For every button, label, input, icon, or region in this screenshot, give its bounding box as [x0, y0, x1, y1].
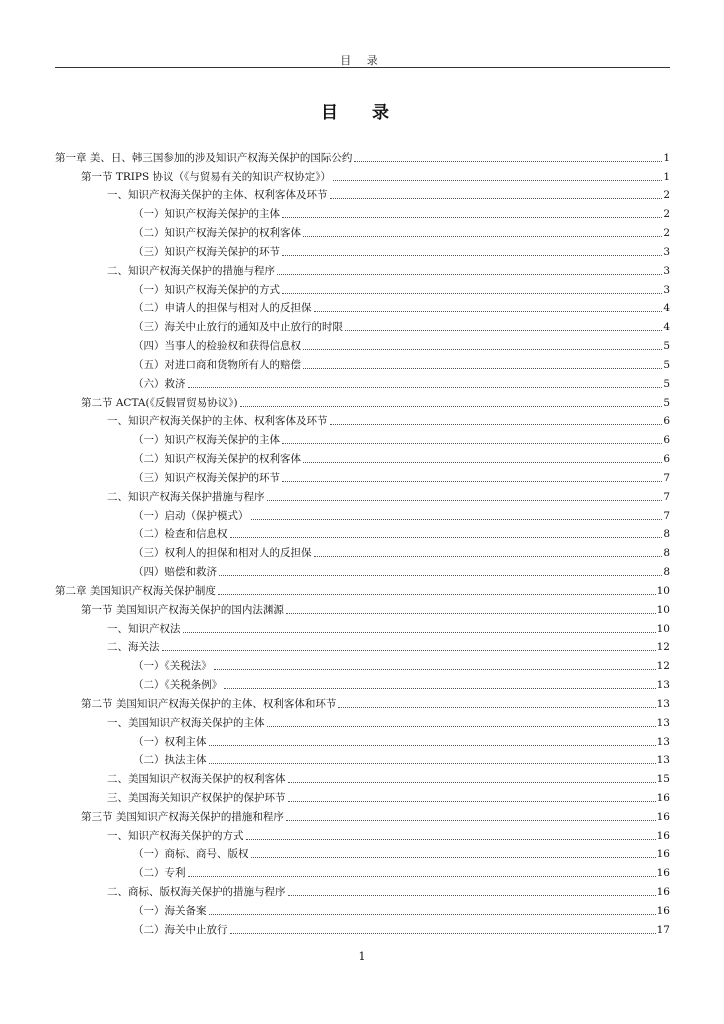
- toc-entry-page: 2: [663, 208, 670, 221]
- dot-leader: [330, 424, 663, 425]
- toc-entry-label: （三）知识产权海关保护的环节: [133, 245, 280, 258]
- toc-entry-page: 16: [656, 829, 670, 842]
- toc-entry-page: 16: [656, 904, 670, 917]
- dot-leader: [282, 217, 662, 218]
- toc-entry-label: （二）申请人的担保与相对人的反担保: [133, 302, 312, 315]
- toc-entry[interactable]: [55, 504, 670, 523]
- toc-entry-page: 10: [656, 603, 670, 616]
- toc-entry[interactable]: [55, 636, 670, 655]
- dot-leader: [288, 782, 656, 783]
- dot-leader: [162, 650, 656, 651]
- toc-entry-label: 第二章 美国知识产权海关保护制度: [55, 584, 216, 597]
- toc-entry-label: （二）检查和信息权: [133, 528, 228, 541]
- toc-entry-label: （一）知识产权海关保护的方式: [133, 283, 280, 296]
- toc-entry-page: 4: [663, 321, 670, 334]
- toc-entry-page: 16: [656, 848, 670, 861]
- toc-entry[interactable]: [55, 184, 670, 203]
- dot-leader: [303, 349, 662, 350]
- toc-entry-page: 12: [656, 660, 670, 673]
- toc-entry-page: 6: [663, 453, 670, 466]
- toc-entry-page: 3: [663, 283, 670, 296]
- toc-entry-page: 5: [663, 396, 670, 409]
- toc-entry-page: 12: [656, 641, 670, 654]
- toc-entry-label: （一）海关备案: [133, 904, 207, 917]
- toc-entry-page: 5: [663, 377, 670, 390]
- toc-entry[interactable]: [55, 146, 670, 165]
- dot-leader: [209, 745, 656, 746]
- toc-entry-label: 第一节 TRIPS 协议（《与贸易有关的知识产权协定》）: [81, 170, 331, 183]
- toc-entry-page: 5: [663, 340, 670, 353]
- toc-entry-page: 10: [656, 584, 670, 597]
- dot-leader: [303, 368, 662, 369]
- toc-entry-page: 7: [663, 509, 670, 522]
- dot-leader: [230, 933, 656, 934]
- toc-entry-page: 1: [663, 170, 670, 183]
- toc-entry[interactable]: [55, 880, 670, 899]
- toc-entry-page: 10: [656, 622, 670, 635]
- toc-title: 目 录: [321, 103, 403, 123]
- toc-entry[interactable]: [55, 485, 670, 504]
- toc-entry-label: 二、知识产权海关保护的措施与程序: [107, 264, 275, 277]
- toc-entry[interactable]: [55, 541, 670, 560]
- toc-entry-label: （二）执法主体: [133, 754, 207, 767]
- toc-entry[interactable]: [55, 918, 670, 937]
- toc-entry-page: 7: [663, 471, 670, 484]
- toc-entry-label: 三、美国海关知识产权保护的保护环节: [107, 791, 286, 804]
- toc-entry-label: 二、商标、版权海关保护的措施与程序: [107, 886, 286, 899]
- dot-leader: [282, 255, 662, 256]
- dot-leader: [230, 537, 663, 538]
- toc-entry-label: 第二节 ACTA(《反假冒贸易协议》): [81, 396, 238, 409]
- toc-entry[interactable]: [55, 353, 670, 372]
- toc-entry[interactable]: [55, 711, 670, 730]
- toc-entry-label: 二、海关法: [107, 641, 160, 654]
- toc-entry[interactable]: [55, 673, 670, 692]
- toc-entry[interactable]: [55, 899, 670, 918]
- toc-entry-label: （一）《关税法》: [133, 660, 212, 673]
- toc-entry-page: 16: [656, 867, 670, 880]
- toc-entry-label: （四）赔偿和救济: [133, 566, 217, 579]
- dot-leader: [224, 688, 655, 689]
- toc-entry-label: 第三节 美国知识产权海关保护的措施和程序: [81, 810, 284, 823]
- dot-leader: [330, 198, 663, 199]
- toc-entry[interactable]: [55, 692, 670, 711]
- toc-entry-page: 3: [663, 264, 670, 277]
- dot-leader: [354, 161, 662, 162]
- dot-leader: [338, 707, 655, 708]
- dot-leader: [209, 914, 656, 915]
- dot-leader: [251, 519, 663, 520]
- toc-entry-page: 2: [663, 189, 670, 202]
- toc-entry[interactable]: [55, 805, 670, 824]
- dot-leader: [218, 594, 656, 595]
- toc-entry[interactable]: [55, 654, 670, 673]
- dot-leader: [219, 575, 662, 576]
- toc-entry[interactable]: [55, 843, 670, 862]
- toc-entry[interactable]: [55, 372, 670, 391]
- toc-entry-page: 16: [656, 886, 670, 899]
- toc-entry[interactable]: [55, 334, 670, 353]
- dot-leader: [345, 330, 662, 331]
- toc-entry-page: 13: [656, 735, 670, 748]
- toc-entry-page: 13: [656, 697, 670, 710]
- dot-leader: [267, 726, 656, 727]
- toc-entry-page: 7: [663, 490, 670, 503]
- dot-leader: [214, 669, 656, 670]
- toc-entry[interactable]: [55, 523, 670, 542]
- dot-leader: [277, 274, 662, 275]
- toc-entry-label: （二）知识产权海关保护的权利客体: [133, 227, 301, 240]
- dot-leader: [240, 406, 663, 407]
- toc-entry-label: （一）权利主体: [133, 735, 207, 748]
- toc-entry-page: 16: [656, 791, 670, 804]
- toc-entry-label: （一）商标、商号、版权: [133, 848, 249, 861]
- toc-entry-page: 6: [663, 434, 670, 447]
- toc-entry-page: 3: [663, 245, 670, 258]
- toc-entry-page: 2: [663, 227, 670, 240]
- toc-entry-label: （六）救济: [133, 377, 186, 390]
- toc-entry-page: 6: [663, 415, 670, 428]
- toc-entry[interactable]: [55, 466, 670, 485]
- toc-entry[interactable]: [55, 617, 670, 636]
- dot-leader: [303, 236, 662, 237]
- toc-entry-page: 1: [663, 151, 670, 164]
- toc-entry-label: 二、知识产权海关保护措施与程序: [107, 490, 265, 503]
- dot-leader: [282, 481, 662, 482]
- toc-entry-page: 13: [656, 716, 670, 729]
- toc-entry[interactable]: [55, 730, 670, 749]
- toc-entry[interactable]: [55, 410, 670, 429]
- toc-entry-label: （五）对进口商和货物所有人的赔偿: [133, 358, 301, 371]
- dot-leader: [314, 311, 663, 312]
- toc-entry-page: 8: [663, 547, 670, 560]
- dot-leader: [246, 839, 656, 840]
- toc-entry[interactable]: [55, 297, 670, 316]
- header-rule: [55, 67, 670, 68]
- dot-leader: [267, 500, 663, 501]
- toc-entry-label: 一、知识产权海关保护的主体、权利客体及环节: [107, 189, 328, 202]
- toc-entry-page: 8: [663, 566, 670, 579]
- dot-leader: [314, 556, 663, 557]
- toc-entry-label: （一）知识产权海关保护的主体: [133, 208, 280, 221]
- toc-entry-label: 一、知识产权海关保护的方式: [107, 829, 244, 842]
- toc-entry[interactable]: [55, 202, 670, 221]
- dot-leader: [288, 895, 656, 896]
- toc-entry-page: 5: [663, 358, 670, 371]
- toc-entry[interactable]: [55, 221, 670, 240]
- toc-entry[interactable]: [55, 560, 670, 579]
- toc-entry-label: 第一章 美、日、韩三国参加的涉及知识产权海关保护的国际公约: [55, 151, 353, 164]
- table-of-contents: [55, 146, 670, 937]
- dot-leader: [288, 801, 656, 802]
- dot-leader: [209, 763, 656, 764]
- toc-entry-label: 二、美国知识产权海关保护的权利客体: [107, 773, 286, 786]
- toc-entry-label: （一）启动（保护模式）: [133, 509, 249, 522]
- toc-entry[interactable]: [55, 315, 670, 334]
- toc-entry[interactable]: [55, 165, 670, 184]
- toc-entry-label: （四）当事人的检验权和获得信息权: [133, 340, 301, 353]
- running-header: 目 录: [340, 54, 384, 67]
- toc-entry-page: 17: [656, 923, 670, 936]
- dot-leader: [251, 857, 656, 858]
- toc-entry-label: （三）海关中止放行的通知及中止放行的时限: [133, 321, 343, 334]
- toc-entry-page: 4: [663, 302, 670, 315]
- dot-leader: [333, 180, 662, 181]
- toc-entry-label: （二）《关税条例》: [133, 679, 223, 692]
- dot-leader: [282, 293, 662, 294]
- toc-entry-label: 一、知识产权法: [107, 622, 181, 635]
- dot-leader: [188, 876, 656, 877]
- toc-entry-label: （二）海关中止放行: [133, 923, 228, 936]
- toc-entry-label: 一、知识产权海关保护的主体、权利客体及环节: [107, 415, 328, 428]
- toc-entry[interactable]: [55, 447, 670, 466]
- toc-entry-page: 16: [656, 810, 670, 823]
- toc-entry-label: （二）知识产权海关保护的权利客体: [133, 453, 301, 466]
- dot-leader: [286, 820, 656, 821]
- toc-entry[interactable]: [55, 428, 670, 447]
- toc-entry-label: （二）专利: [133, 867, 186, 880]
- dot-leader: [282, 443, 662, 444]
- toc-entry[interactable]: [55, 749, 670, 768]
- toc-entry[interactable]: [55, 786, 670, 805]
- toc-entry[interactable]: [55, 278, 670, 297]
- toc-entry-label: 一、美国知识产权海关保护的主体: [107, 716, 265, 729]
- dot-leader: [303, 462, 662, 463]
- dot-leader: [188, 387, 663, 388]
- toc-entry[interactable]: [55, 598, 670, 617]
- dot-leader: [183, 632, 656, 633]
- toc-entry-label: 第一节 美国知识产权海关保护的国内法渊源: [81, 603, 284, 616]
- toc-entry-label: 第二节 美国知识产权海关保护的主体、权利客体和环节: [81, 697, 337, 710]
- toc-entry-page: 13: [656, 754, 670, 767]
- toc-entry[interactable]: [55, 824, 670, 843]
- toc-entry-page: 15: [656, 773, 670, 786]
- toc-entry[interactable]: [55, 579, 670, 598]
- dot-leader: [286, 613, 656, 614]
- toc-entry[interactable]: [55, 767, 670, 786]
- toc-entry[interactable]: [55, 391, 670, 410]
- toc-entry-label: （三）权利人的担保和相对人的反担保: [133, 547, 312, 560]
- toc-entry-label: （三）知识产权海关保护的环节: [133, 471, 280, 484]
- toc-entry-label: （一）知识产权海关保护的主体: [133, 434, 280, 447]
- toc-entry-page: 8: [663, 528, 670, 541]
- toc-entry[interactable]: [55, 861, 670, 880]
- toc-entry[interactable]: [55, 259, 670, 278]
- page-number: 1: [358, 950, 366, 963]
- toc-entry-page: 13: [656, 679, 670, 692]
- toc-entry[interactable]: [55, 240, 670, 259]
